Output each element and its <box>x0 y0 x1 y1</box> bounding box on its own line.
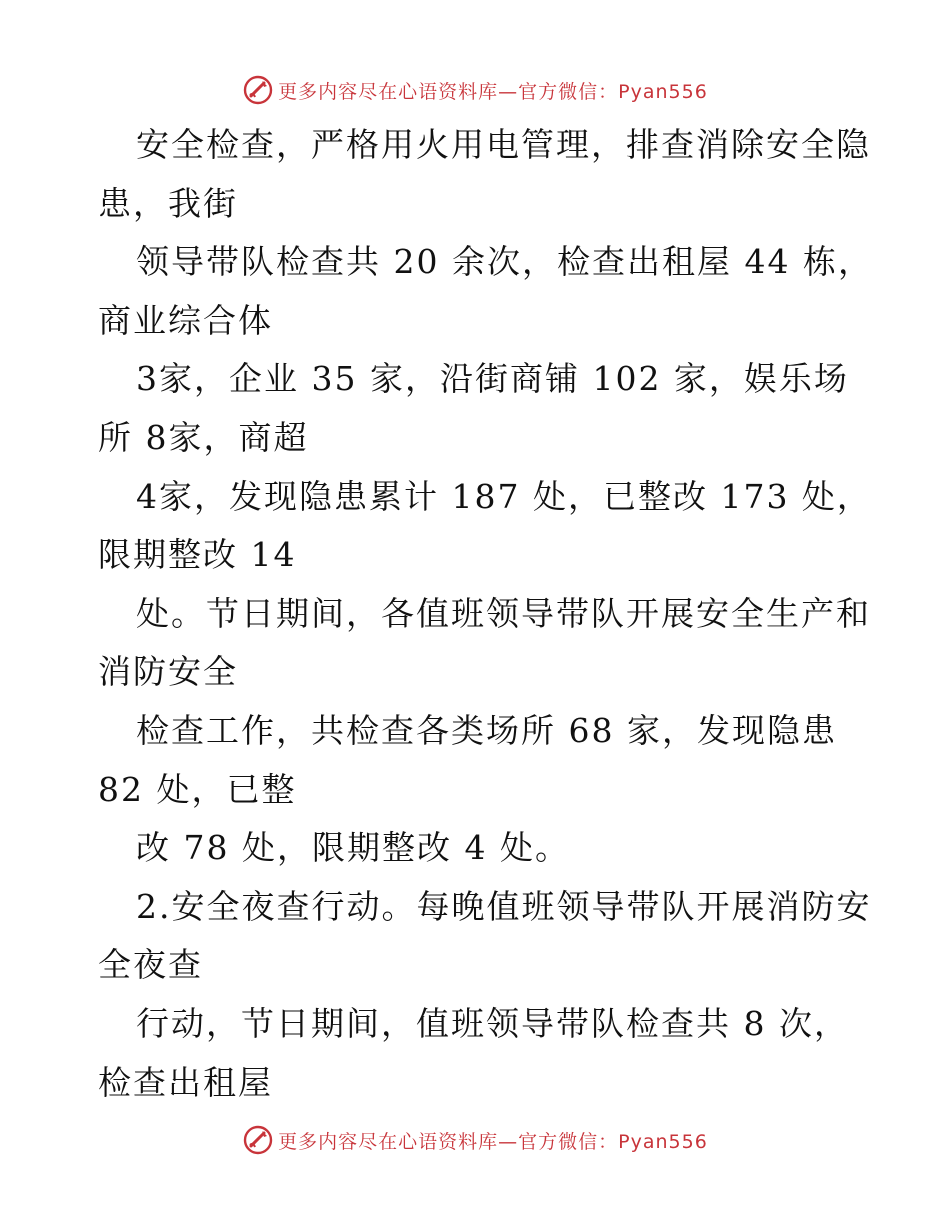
text-line-1: 安全检查，严格用火用电管理，排查消除安全隐 <box>136 125 871 164</box>
header-banner <box>0 72 950 108</box>
text-line-7: 4家，发现隐患累计 187 处，已整改 173 处， <box>136 476 872 516</box>
text-line-16: 行动，节日期间，值班领导带队检查共 8 次， <box>136 1003 849 1043</box>
document-body <box>98 116 873 1112</box>
text-line-13: 改 78 处，限期整改 4 处。 <box>136 828 570 868</box>
fire-safety-logo-icon <box>242 74 274 106</box>
text-line-17: 检查出租屋 <box>98 1062 273 1102</box>
header-banner-text: 更多内容尽在心语资料库—官方微信：Pyan556 <box>278 80 708 103</box>
text-line-10: 消防安全 <box>98 652 238 692</box>
text-line-6: 所 8家，商超 <box>98 417 309 457</box>
footer-banner <box>0 1122 950 1158</box>
footer-banner-text: 更多内容尽在心语资料库—官方微信：Pyan556 <box>278 1130 708 1153</box>
text-line-9: 处。节日期间，各值班领导带队开展安全生产和 <box>136 593 871 633</box>
text-line-11: 检查工作，共检查各类场所 68 家，发现隐患 <box>136 710 837 750</box>
text-line-8: 限期整改 14 <box>98 535 297 575</box>
fire-safety-logo-icon <box>242 1124 274 1156</box>
text-line-2: 患，我街 <box>98 183 238 223</box>
text-line-12: 82 处，已整 <box>98 769 297 809</box>
text-line-4: 商业综合体 <box>98 300 273 340</box>
text-line-5: 3家，企业 35 家，沿街商铺 102 家，娱乐场 <box>136 359 849 399</box>
text-line-14: 2.安全夜查行动。每晚值班领导带队开展消防安 <box>136 886 872 926</box>
text-line-3: 领导带队检查共 20 余次，检查出租屋 44 栋， <box>136 242 873 282</box>
text-line-15: 全夜查 <box>98 945 203 985</box>
